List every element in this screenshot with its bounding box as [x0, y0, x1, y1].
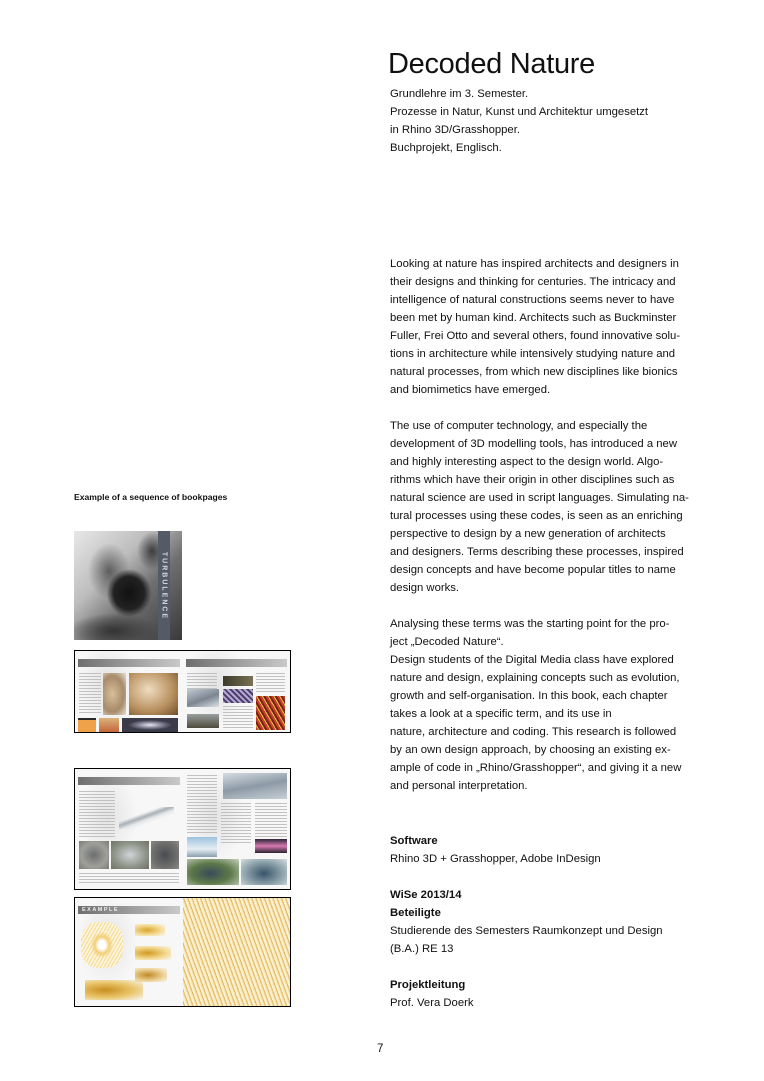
spread-page-right [183, 769, 291, 889]
text-line: ject „Decoded Nature“. [390, 636, 504, 648]
text-line: growth and self-organisation. In this book, each chapter [390, 690, 668, 702]
subtitle-line: Grundlehre im 3. Semester. [390, 88, 529, 100]
photo-pattern [223, 689, 253, 703]
text-line: Design students of the Digital Media class have explored [390, 654, 674, 666]
photo-dark-strip [223, 676, 253, 686]
photo-city-aerial [241, 859, 287, 885]
text-line: Looking at nature has inspired architects and designers in [390, 258, 679, 270]
participants-label: Beteiligte [390, 907, 441, 919]
photo-aerial-2 [111, 841, 149, 869]
render-sculpture [119, 807, 174, 829]
subtitle-block [390, 85, 648, 157]
render-yellow-4 [85, 980, 143, 1000]
photo-galaxy [122, 718, 178, 732]
photo-planet [103, 673, 126, 715]
subtitle-line: Buchprojekt, Englisch. [390, 142, 502, 154]
software-value: Rhino 3D + Grasshopper, Adobe InDesign [390, 853, 601, 865]
render-woven-form [81, 922, 123, 968]
text-line: perspective to design by a new generation of architects [390, 528, 666, 540]
photo-red-structure [256, 696, 285, 730]
spread-page-right [183, 651, 291, 732]
paragraph-intro [390, 255, 695, 399]
photo-aerial-1 [79, 841, 109, 869]
text-line: and highly interesting aspect to the design world. Algo- [390, 456, 664, 468]
page-header-bar [78, 906, 180, 914]
photo-sepia [129, 673, 178, 715]
page-header-bar [78, 659, 180, 667]
lead-label: Projektleitung [390, 979, 466, 991]
lead-value: Prof. Vera Doerk [390, 997, 474, 1009]
render-yellow-2 [135, 946, 171, 960]
text-line: The use of computer technology, and especially the [390, 420, 648, 432]
photo-park-aerial [187, 859, 239, 885]
spread-page-right [183, 898, 291, 1006]
software-label: Software [390, 835, 438, 847]
book-cover-image [74, 531, 182, 640]
book-spread-2 [74, 768, 291, 890]
book-spread-1 [74, 650, 291, 733]
text-line: Analysing these terms was the starting point for the pro- [390, 618, 670, 630]
photo-ruins [187, 714, 219, 728]
photo-amber [99, 718, 119, 732]
project-meta [390, 832, 663, 1012]
paragraph-project [390, 615, 695, 795]
text-line: nature, architecture and coding. This research is followed [390, 726, 677, 738]
page-number: 7 [377, 1043, 384, 1055]
photo-night-bridge [255, 839, 287, 853]
section-label: EXAMPLE [82, 907, 120, 913]
text-line: development of 3D modelling tools, has introduced a new [390, 438, 677, 450]
photo-aerial-3 [151, 841, 179, 869]
cover-title: TURBULENCE [160, 551, 168, 620]
book-spread-3 [74, 897, 291, 1007]
text-line: design concepts and have become popular titles to name [390, 564, 676, 576]
text-line: takes a look at a specific term, and its use in [390, 708, 612, 720]
text-line: tural processes using these codes, is seen as an enriching [390, 510, 683, 522]
text-line: design works. [390, 582, 460, 594]
text-line: Fuller, Frei Otto and several others, found innovative solu- [390, 330, 681, 342]
text-line: and personal interpretation. [390, 780, 528, 792]
photo-building [187, 689, 219, 707]
subtitle-line: Prozesse in Natur, Kunst und Architektur umgesetzt [390, 106, 649, 118]
text-line: and biomimetics have emerged. [390, 384, 551, 396]
text-line: by an own design approach, by choosing an existing ex- [390, 744, 671, 756]
figure-caption: Example of a sequence of bookpages [74, 492, 228, 502]
spread-page-left [75, 898, 184, 1006]
text-line: been met by human kind. Architects such as Buckminster [390, 312, 677, 324]
render-yellow-1 [135, 924, 165, 936]
text-line: nature and design, explaining concepts such as evolution, [390, 672, 680, 684]
participants-value: (B.A.) RE 13 [390, 943, 454, 955]
page-title: Decoded Nature [388, 48, 595, 80]
photo-building-sky [187, 837, 217, 857]
text-line: intelligence of natural constructions seems never to have [390, 294, 675, 306]
text-line: their designs and thinking for centuries. The intricacy and [390, 276, 676, 288]
page-header-bar [186, 659, 288, 667]
photo-orange [78, 718, 96, 732]
cover-title-band [158, 531, 170, 640]
text-line: rithms which have their origin in other disciplines such as [390, 474, 675, 486]
text-line: natural science are used in script languages. Simulating na- [390, 492, 689, 504]
semester-label: WiSe 2013/14 [390, 889, 462, 901]
subtitle-line: in Rhino 3D/Grasshopper. [390, 124, 520, 136]
participants-value: Studierende des Semesters Raumkonzept und Design [390, 925, 663, 937]
paragraph-technology [390, 417, 695, 597]
text-line: tions in architecture while intensively studying nature and [390, 348, 676, 360]
spread-page-left [75, 769, 184, 889]
text-line: and designers. Terms describing these processes, inspired [390, 546, 684, 558]
spread-page-left [75, 651, 184, 732]
page-header-bar [78, 777, 180, 785]
text-line: natural processes, from which new disciplines like bionics [390, 366, 678, 378]
text-line: ample of code in „Rhino/Grasshopper“, and giving it a new [390, 762, 682, 774]
render-building-top [223, 773, 287, 799]
